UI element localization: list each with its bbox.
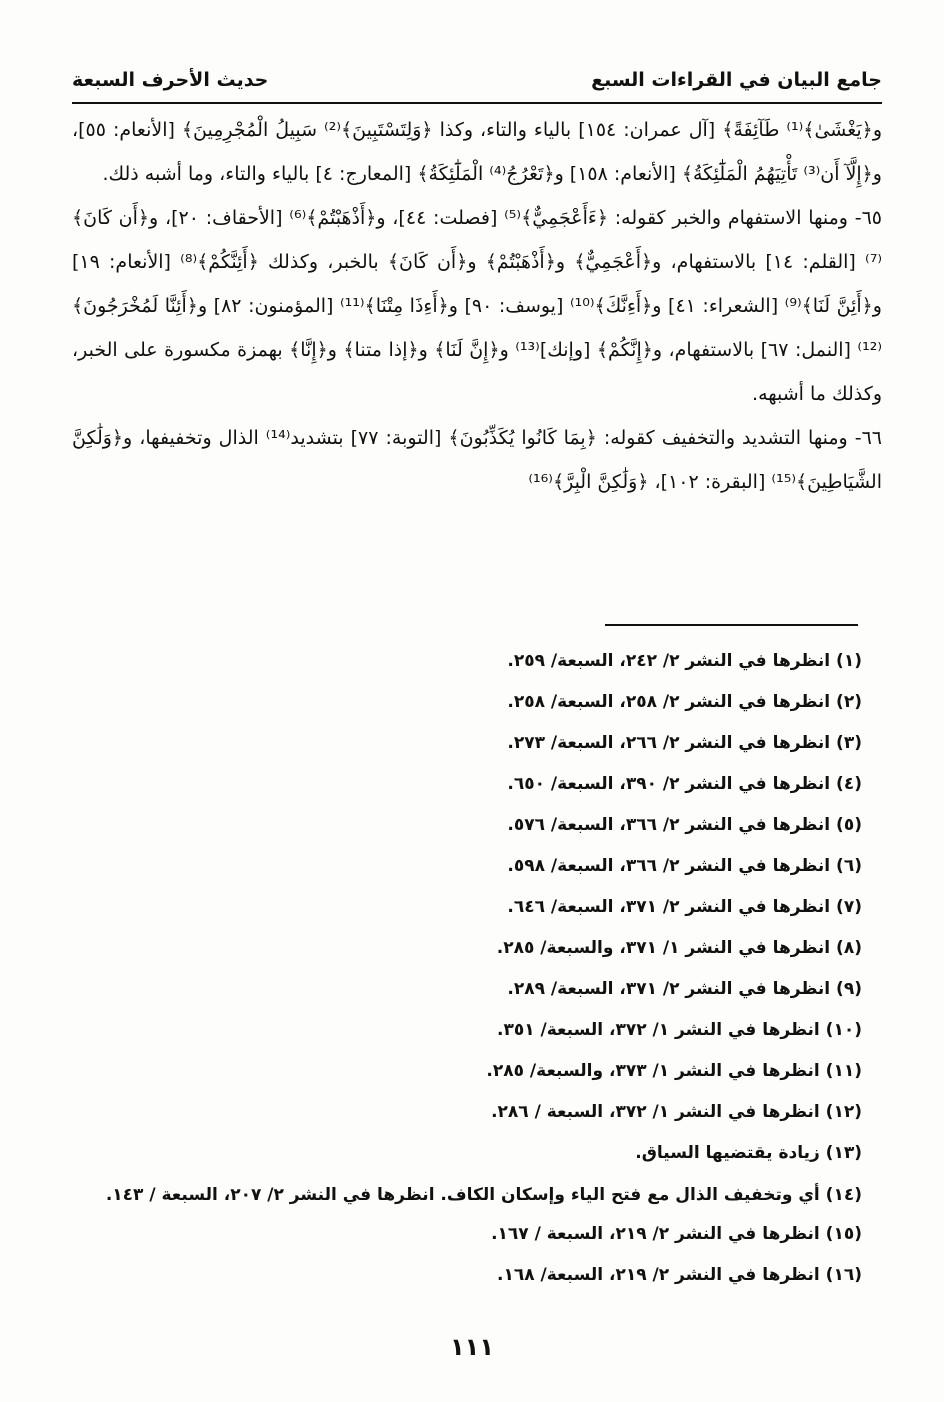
footnote: (١٤) أي وتخفيف الذال مع فتح الياء وإسكان الكاف. انظرها في النشر ٢/ ٢٠٧، السبعة / ١٤٣. (105, 1185, 862, 1205)
footnote: (٨) انظرها في النشر ١/ ٣٧١، والسبعة/ ٢٨٥. (496, 938, 862, 958)
footnote: (٩) انظرها في النشر ٢/ ٣٧١، السبعة/ ٢٨٩. (507, 979, 862, 999)
main-text (72, 108, 882, 504)
footnotes (72, 641, 882, 1296)
footnote: (١٣) زيادة يقتضيها السياق. (635, 1143, 862, 1163)
book-title: جامع البيان في القراءات السبع (591, 69, 882, 91)
footnote: (١٢) انظرها في النشر ١/ ٣٧٢، السبعة / ٢٨٦. (491, 1102, 862, 1122)
footnote: (٦) انظرها في النشر ٢/ ٣٦٦، السبعة/ ٥٩٨. (507, 856, 862, 876)
footnote: (١٠) انظرها في النشر ١/ ٣٧٢، السبعة/ ٣٥١. (496, 1020, 862, 1040)
footnote: (٤) انظرها في النشر ٢/ ٣٩٠، السبعة/ ٦٥٠. (507, 774, 862, 794)
paragraph: و﴿يَغْشَىٰ﴾⁽¹⁾ طَآئِفَةً﴾ [آل عمران: ١٥٤] بالياء والتاء، وكذا ﴿وَلِتَسْتَبِينَ﴾⁽²⁾ سَبِيلُ الْمُجْرِمِينَ﴾ [الأنعام: ٥٥]، و﴿إِلَّآ أَن⁽³⁾ تَأْتِيَهُمُ الْمَلَٰٓئِكَةُ﴾ [الأنعام: ١٥٨] و﴿تَعْرُجُ⁽⁴⁾ الْمَلَٰٓئِكَةُ﴾ [المعارج: ٤] بالياء والتاء، وما أشبه ذلك. (72, 119, 882, 185)
paragraph: ٦٥- ومنها الاستفهام والخبر كقوله: ﴿ءَأَعْجَمِيٌّ﴾⁽⁵⁾ [فصلت: ٤٤]، و﴿أَذْهَبْتُمْ﴾⁽⁶⁾ [الأحقاف: ٢٠]، و﴿أَن كَانَ﴾⁽⁷⁾ [القلم: ١٤] بالاستفهام، و﴿أَعْجَمِيٌّ﴾ و﴿أَذْهَبْتُمْ﴾ و﴿أَن كَانَ﴾ بالخبر، وكذلك ﴿أَئِنَّكُمْ﴾⁽⁸⁾ [الأنعام: ١٩] و﴿أَئِنَّ لَنَا﴾⁽⁹⁾ [الشعراء: ٤١] و﴿أَءِنَّكَ﴾⁽¹⁰⁾ [يوسف: ٩٠] و﴿أَءِذَا مِتْنَا﴾⁽¹¹⁾ [المؤمنون: ٨٢] و﴿أَئِنَّا لَمُخْرَجُونَ﴾⁽¹²⁾ [النمل: ٦٧] بالاستفهام، و﴿إِنَّكُمْ﴾ [وإنك]⁽¹³⁾ و﴿إِنَّ لَنَا﴾ و﴿إذا متنا﴾ و﴿إِنَّا﴾ بهمزة مكسورة على الخبر، وكذلك ما أشبهه. (72, 207, 883, 405)
footnote: (٥) انظرها في النشر ٢/ ٣٦٦، السبعة/ ٥٧٦. (507, 815, 862, 835)
paragraph: ٦٦- ومنها التشديد والتخفيف كقوله: ﴿بِمَا كَانُوا يُكَذِّبُونَ﴾ [التوبة: ٧٧] بتشديد⁽¹⁴⁾ الذال وتخفيفها، و﴿وَلَٰكِنَّ الشَّيَاطِينَ﴾⁽¹⁵⁾ [البقرة: ١٠٢]، ﴿وَلَٰكِنَّ الْبِرَّ﴾⁽¹⁶⁾ (72, 427, 882, 493)
footnote: (٧) انظرها في النشر ٢/ ٣٧١، السبعة/ ٦٤٦. (507, 897, 862, 917)
page-number: ١١١ (450, 1333, 494, 1361)
footnote: (٣) انظرها في النشر ٢/ ٢٦٦، السبعة/ ٢٧٣. (507, 733, 862, 753)
section-title: حديث الأحرف السبعة (72, 69, 269, 91)
footnote: (٢) انظرها في النشر ٢/ ٢٥٨، السبعة/ ٢٥٨. (507, 692, 862, 712)
footnote: (١٦) انظرها في النشر ٢/ ٢١٩، السبعة/ ١٦٨. (496, 1265, 862, 1285)
footnote: (١٥) انظرها في النشر ٢/ ٢١٩، السبعة / ١٦٧. (491, 1224, 862, 1244)
footnote: (١١) انظرها في النشر ١/ ٣٧٣، والسبعة/ ٢٨٥. (486, 1061, 862, 1081)
footnote-separator (605, 624, 858, 626)
footnote: (١) انظرها في النشر ٢/ ٢٤٢، السبعة/ ٢٥٩. (507, 651, 862, 671)
running-header (72, 58, 882, 104)
